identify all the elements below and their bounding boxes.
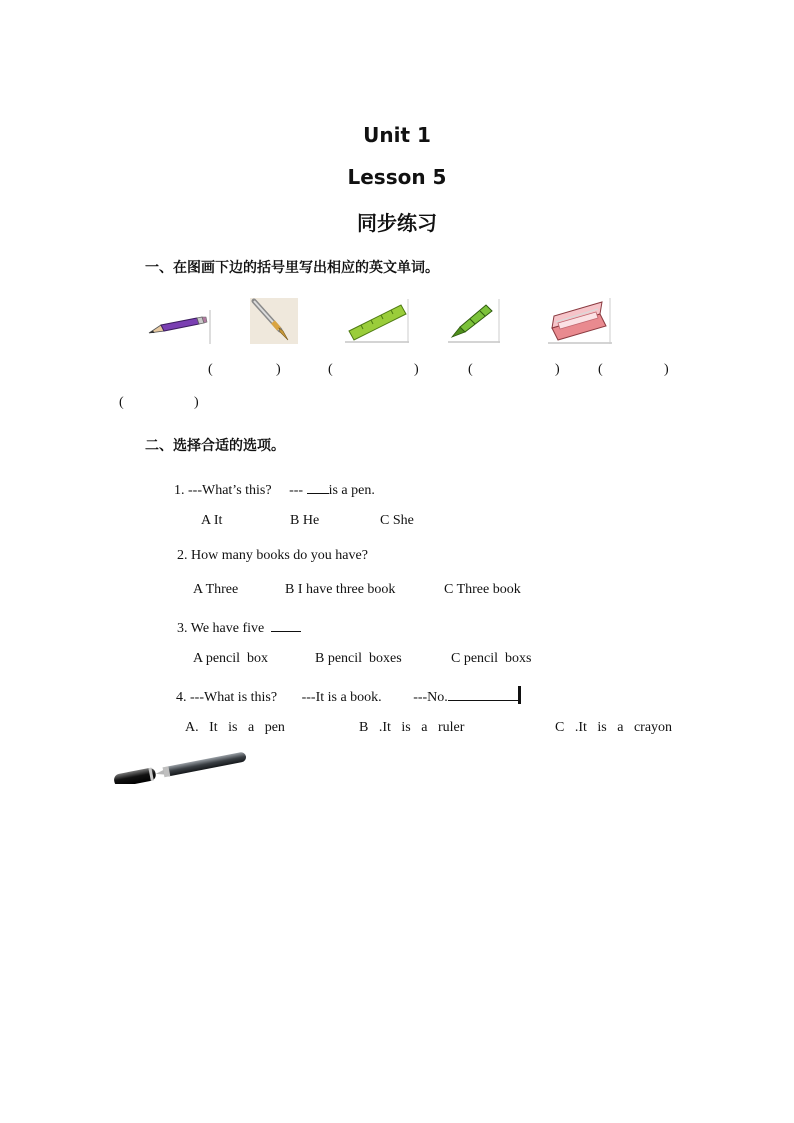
q2-option-c[interactable]: C Three book: [444, 582, 521, 597]
section2-instruction: 二、选择合适的选项。: [145, 438, 285, 454]
q3-option-a[interactable]: A pencil box: [193, 651, 269, 666]
question-2-text: 2. How many books do you have?: [177, 548, 368, 563]
question-1-rest: is a pen.: [328, 483, 375, 498]
section1-instruction: 一、在图画下边的括号里写出相应的英文单词。: [145, 260, 439, 276]
lesson-title: Lesson 5: [347, 165, 447, 189]
q4-option-a[interactable]: A. It is a pen: [185, 720, 285, 735]
question-1-dashes: ---: [289, 483, 304, 498]
page-subtitle: 同步练习: [357, 211, 437, 235]
answer-blank-4[interactable]: [448, 686, 518, 701]
question-4-reply: ---It is a book.: [301, 690, 382, 705]
question-1-text: 1. ---What’s this?: [174, 483, 272, 498]
paren-open-5: (: [119, 395, 124, 410]
question-3: [177, 617, 301, 637]
fountain-pen-icon: [250, 298, 298, 344]
q4-option-c[interactable]: C .It is a crayon: [555, 720, 673, 735]
pencil-icon: [145, 300, 213, 344]
fountain-pen-icon: [110, 742, 252, 784]
question-4-text: 4. ---What is this?: [176, 690, 278, 705]
question-3-text: 3. We have five: [177, 621, 265, 636]
paren-open-2: (: [328, 362, 333, 377]
q2-option-a[interactable]: A Three: [193, 582, 239, 597]
paren-close-1: ): [276, 362, 281, 377]
q2-option-b[interactable]: B I have three book: [285, 582, 396, 597]
paren-close-4: ): [664, 362, 669, 377]
paren-open-1: (: [208, 362, 213, 377]
q1-option-a[interactable]: A It: [201, 513, 223, 528]
answer-blank-3[interactable]: [271, 617, 301, 632]
q4-option-b[interactable]: B .It is a ruler: [359, 720, 465, 735]
paren-open-3: (: [468, 362, 473, 377]
paren-close-3: ): [555, 362, 560, 377]
q1-option-b[interactable]: B He: [290, 513, 320, 528]
q3-option-b[interactable]: B pencil boxes: [315, 651, 402, 666]
paren-close-5: ): [194, 395, 199, 410]
q3-option-c[interactable]: C pencil boxs: [451, 651, 532, 666]
crayon-icon: [448, 299, 500, 343]
unit-title: Unit 1: [363, 123, 431, 147]
text-cursor: [518, 686, 521, 704]
paren-open-4: (: [598, 362, 603, 377]
question-1: [174, 479, 375, 499]
ruler-icon: [345, 299, 409, 343]
paren-close-2: ): [414, 362, 419, 377]
question-4-no: ---No.: [413, 690, 448, 705]
q1-option-c[interactable]: C She: [380, 513, 414, 528]
answer-blank-1[interactable]: [307, 479, 329, 494]
question-4: [176, 686, 521, 706]
pencil-box-icon: [548, 298, 612, 344]
